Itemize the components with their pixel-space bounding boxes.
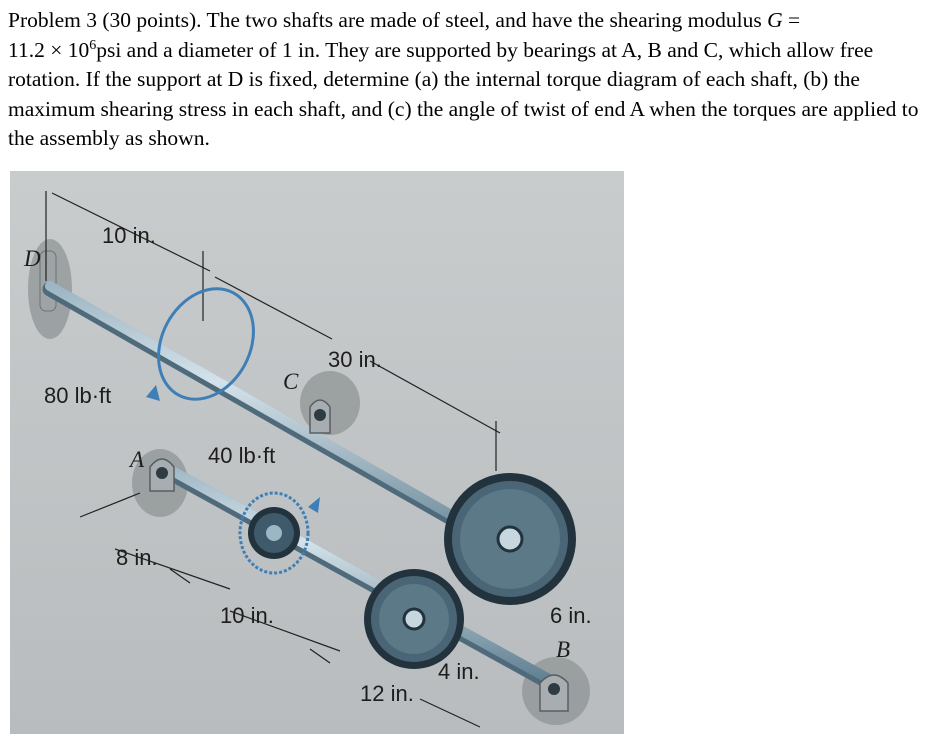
label-torque-80: 80 lb·ft — [44, 383, 112, 408]
label-dim-8: 8 in. — [116, 545, 158, 570]
medium-gear — [364, 569, 464, 669]
problem-text-part1: Problem 3 (30 points). The two shafts are made of steel, and have the shearing modulus — [8, 8, 768, 32]
label-a: A — [130, 447, 145, 472]
problem-text-part2: = — [782, 8, 801, 32]
figure-canvas — [10, 171, 624, 734]
label-c: C — [283, 369, 299, 394]
label-dim-12: 12 in. — [360, 681, 414, 706]
bearing-b — [540, 675, 568, 711]
problem-statement — [8, 6, 944, 154]
bearing-c — [310, 400, 330, 433]
modulus-exponent: 6 — [89, 37, 97, 53]
modulus-symbol: G — [767, 8, 783, 32]
shaft-assembly-figure — [10, 171, 624, 734]
label-torque-40: 40 lb·ft — [208, 443, 276, 468]
label-b: B — [556, 637, 571, 662]
label-dim-4: 4 in. — [438, 659, 480, 684]
label-dim-10-bottom: 10 in. — [220, 603, 274, 628]
problem-text-part3: psi and a diameter of 1 in. They are supported by bearings at A, B and C, which allow free rotation. If the support at D is fixed, determine (a) the internal torque diagram of each shaft, (b) the maximum shearing stress in each shaft, and (c) the angle of twist of end A when the torques are applied to the assembly as shown. — [8, 37, 919, 150]
label-dim-30: 30 in. — [328, 347, 382, 372]
figure-background — [10, 171, 624, 734]
modulus-value: 11.2 × 10 — [8, 37, 90, 62]
large-gear — [444, 473, 576, 605]
label-d: D — [24, 246, 41, 271]
bearing-a — [150, 459, 174, 491]
label-dim-10-top: 10 in. — [102, 223, 156, 248]
fixed-support-d — [40, 251, 56, 311]
label-dim-6: 6 in. — [550, 603, 592, 628]
